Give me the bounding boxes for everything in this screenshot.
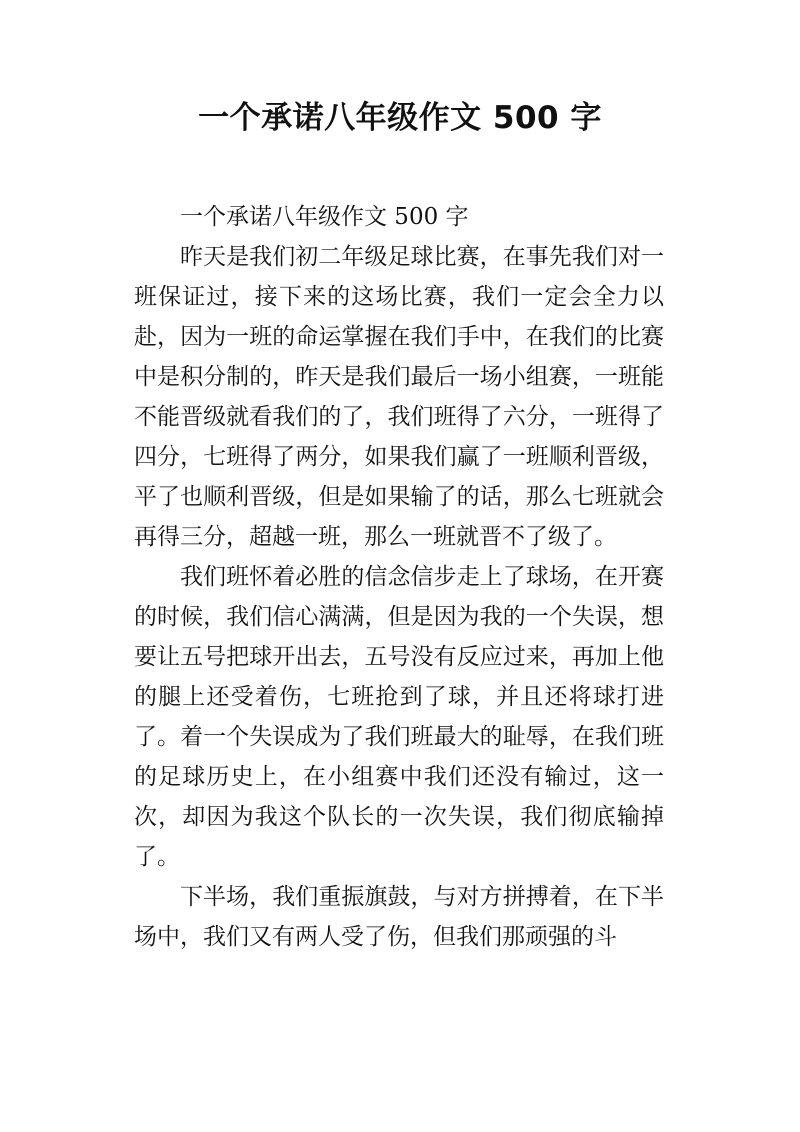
document-body [134,197,664,957]
paragraph: 下半场，我们重振旗鼓，与对方拼搏着，在下半场中，我们又有两人受了伤，但我们那顽强的斗 [134,884,664,950]
paragraph: 我们班怀着必胜的信念信步走上了球场，在开赛的时候，我们信心满满，但是因为我的一个失误，想要让五号把球开出去，五号没有反应过来，再加上他的腿上还受着伤，七班抢到了球，并且还将球打进了。着一个失误成为了我们班最大的耻辱，在我们班的足球历史上，在小组赛中我们还没有输过，这一次，却因为我这个队长的一次失误，我们彻底输掉了。 [134,564,664,870]
document-title: 一个承诺八年级作文 500 字 [198,100,602,136]
paragraph-subtitle: 一个承诺八年级作文 500 字 [180,204,469,230]
paragraph: 昨天是我们初二年级足球比赛，在事先我们对一班保证过，接下来的这场比赛，我们一定会全力以赴，因为一班的命运掌握在我们手中，在我们的比赛中是积分制的，昨天是我们最后一场小组赛，一班能不能晋级就看我们的了，我们班得了六分，一班得了四分，七班得了两分，如果我们赢了一班顺利晋级，平了也顺利晋级，但是如果输了的话，那么七班就会再得三分，超越一班，那么一班就晋不了级了。 [134,244,664,550]
